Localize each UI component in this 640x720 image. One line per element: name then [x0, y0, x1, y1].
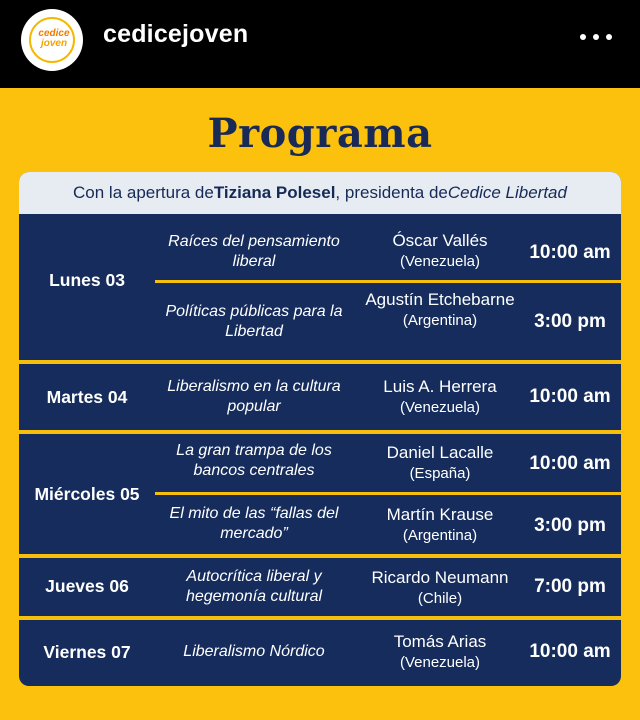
opening-name: Tiziana Polesel	[213, 183, 336, 202]
session-time: 10:00 am	[529, 242, 611, 263]
session-time: 7:00 pm	[534, 576, 606, 597]
row-divider	[155, 492, 621, 495]
session-time: 10:00 am	[529, 386, 611, 407]
cedice-logo	[29, 17, 75, 63]
session-topic: El mito de las “fallas del mercado”	[169, 505, 339, 542]
day-divider	[19, 430, 621, 434]
speaker-country: (Argentina)	[402, 527, 478, 544]
session-time: 10:00 am	[529, 641, 611, 662]
speaker-name: Óscar Vallés	[392, 231, 488, 250]
speaker-country: (España)	[409, 465, 471, 482]
speaker-country: (Argentina)	[402, 312, 478, 329]
day-divider	[19, 616, 621, 620]
session-topic: Políticas públicas para la Libertad	[165, 303, 343, 340]
session-topic: La gran trampa de los bancos centrales	[176, 442, 332, 479]
row-divider	[155, 280, 621, 283]
session-speaker	[353, 230, 527, 272]
session-speaker	[353, 631, 527, 673]
speaker-name: Martín Krause	[386, 505, 494, 524]
session-speaker	[353, 442, 527, 484]
logo-text-line2: joven	[40, 38, 68, 49]
speaker-country: (Venezuela)	[399, 399, 481, 416]
opening-middle: , presidenta de	[335, 183, 448, 202]
session-topic: Liberalismo en la cultura popular	[167, 378, 341, 415]
speaker-country: (Venezuela)	[399, 253, 481, 270]
day-label: Jueves 06	[45, 576, 129, 596]
opening-org: Cedice Libertad	[447, 183, 567, 202]
opening-prefix: Con la apertura de	[73, 183, 214, 202]
session-topic: Raíces del pensamiento liberal	[168, 233, 340, 270]
username[interactable]: cedicejoven	[103, 20, 249, 48]
session-speaker	[353, 376, 527, 418]
speaker-name: Ricardo Neumann	[371, 568, 509, 587]
speaker-name: Agustín Etchebarne	[365, 290, 515, 309]
day-label: Lunes 03	[49, 270, 125, 290]
logo-text-line1: cedice	[38, 28, 70, 39]
session-speaker	[353, 567, 527, 609]
day-divider	[19, 360, 621, 364]
avatar[interactable]	[21, 9, 83, 71]
day-divider	[19, 554, 621, 558]
session-speaker	[353, 504, 527, 546]
speaker-name: Tomás Arias	[393, 632, 487, 651]
speaker-country: (Chile)	[417, 590, 463, 607]
speaker-name: Luis A. Herrera	[383, 377, 497, 396]
post-header	[0, 0, 640, 88]
day-label: Viernes 07	[43, 642, 131, 662]
session-time: 3:00 pm	[534, 515, 606, 536]
speaker-country: (Venezuela)	[399, 654, 481, 671]
day-label: Miércoles 05	[34, 484, 140, 504]
session-time: 3:00 pm	[534, 311, 606, 332]
opening-note	[19, 172, 621, 214]
poster-title: Programa	[207, 110, 433, 157]
more-options-icon[interactable]	[580, 22, 612, 52]
schedule-table	[19, 172, 621, 686]
session-topic: Autocrítica liberal y hegemonía cultural	[185, 568, 323, 605]
session-speaker	[353, 289, 527, 331]
day-label: Martes 04	[46, 387, 128, 407]
speaker-name: Daniel Lacalle	[386, 443, 494, 462]
session-topic: Liberalismo Nórdico	[183, 643, 325, 660]
session-time: 10:00 am	[529, 453, 611, 474]
